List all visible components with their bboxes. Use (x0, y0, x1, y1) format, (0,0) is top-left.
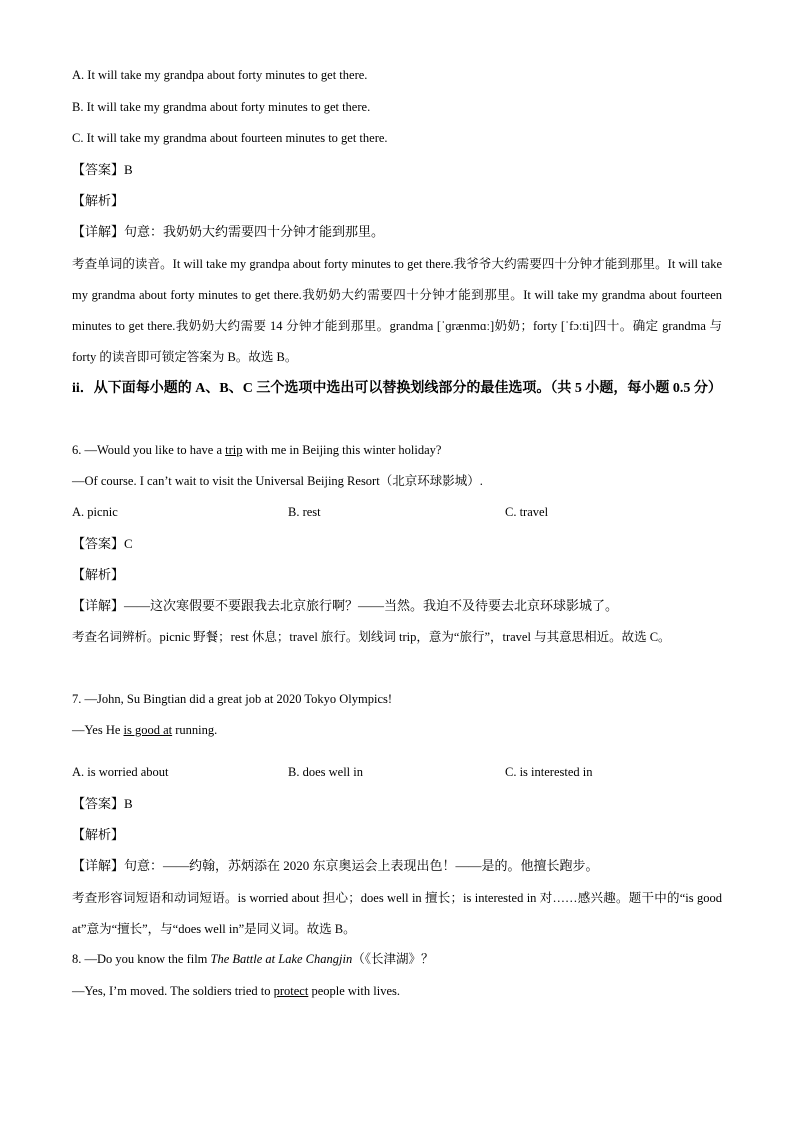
q6-option-c: C. travel (505, 505, 549, 519)
q6-explanation: 考查名词辨析。picnic 野餐；rest 休息；travel 旅行。划线词 trip，意为“旅行”，travel 与其意思相近。故选 C。 (72, 630, 671, 644)
q7-option-b: B. does well in (288, 765, 363, 779)
q7-reply: —Yes He is good at running. (72, 723, 218, 737)
q7-detail: 【详解】句意：——约翰，苏炳添在 2020 东京奥运会上表现出色！——是的。他擅长跑步。 (72, 858, 599, 873)
q7-underlined-phrase: is good at (123, 723, 173, 737)
q5-explanation: 考查单词的读音。It will take my grandpa about forty minutes to get there.我爷爷大约需要四十分钟才能到那里。It will take my grandma about forty minutes to get there.我奶奶大约需要四十分钟才能到那里。It will take my grandma about fourteen minutes to get there.我奶奶大约需要 14 分钟才能到那里。grandma [ˈɡrænmɑː]奶奶；forty [ˈfɔːti]四十。确定 grandma 与 forty 的读音即可锁定答案为 B。故选 B。 (72, 257, 722, 364)
q5-answer: 【答案】B (72, 162, 133, 177)
q6-answer: 【答案】C (72, 536, 133, 551)
q7-explanation: 考查形容词短语和动词短语。is worried about 担心；does well in 擅长；is interested in 对……感兴趣。题干中的“is good at”意为“擅长”，与“does well in”是同义词。故选 B。 (72, 891, 722, 936)
q6-option-a: A. picnic (72, 505, 118, 519)
q8-film-title: The Battle at Lake Changjin (210, 952, 353, 966)
q6-option-b: B. rest (288, 505, 321, 519)
q6-detail: 【详解】——这次寒假要不要跟我去北京旅行啊？——当然。我迫不及待要去北京环球影城了。 (72, 598, 619, 613)
q5-option-b: B. It will take my grandma about forty minutes to get there. (72, 100, 371, 114)
q8-reply: —Yes, I’m moved. The soldiers tried to protect people with lives. (72, 984, 400, 998)
q6-underlined-word: trip (225, 443, 243, 457)
q5-option-a: A. It will take my grandpa about forty minutes to get there. (72, 68, 368, 82)
q7-options (72, 766, 722, 780)
q6-prompt: 6. —Would you like to have a trip with me in Beijing this winter holiday? (72, 443, 442, 457)
q5-detail: 【详解】句意：我奶奶大约需要四十分钟才能到那里。 (72, 224, 385, 239)
q7-option-a: A. is worried about (72, 765, 169, 779)
q5-analysis-label: 【解析】 (72, 193, 125, 208)
q7-answer: 【答案】B (72, 796, 133, 811)
q7-analysis-label: 【解析】 (72, 827, 125, 842)
q6-options (72, 506, 722, 520)
q8-underlined-word: protect (273, 984, 309, 998)
q6-reply: —Of course. I can’t wait to visit the Universal Beijing Resort（北京环球影城）. (72, 474, 483, 488)
q6-analysis-label: 【解析】 (72, 567, 125, 582)
q5-option-c: C. It will take my grandma about fourteen minutes to get there. (72, 131, 388, 145)
q7-prompt: 7. —John, Su Bingtian did a great job at 2020 Tokyo Olympics! (72, 692, 393, 706)
section-heading: ii．从下面每小题的 A、B、C 三个选项中选出可以替换划线部分的最佳选项。（共 5 小题，每小题 0.5 分） (72, 381, 722, 396)
q7-option-c: C. is interested in (505, 765, 593, 779)
q8-prompt: 8. —Do you know the film The Battle at Lake Changjin（《长津湖》？ (72, 952, 434, 966)
